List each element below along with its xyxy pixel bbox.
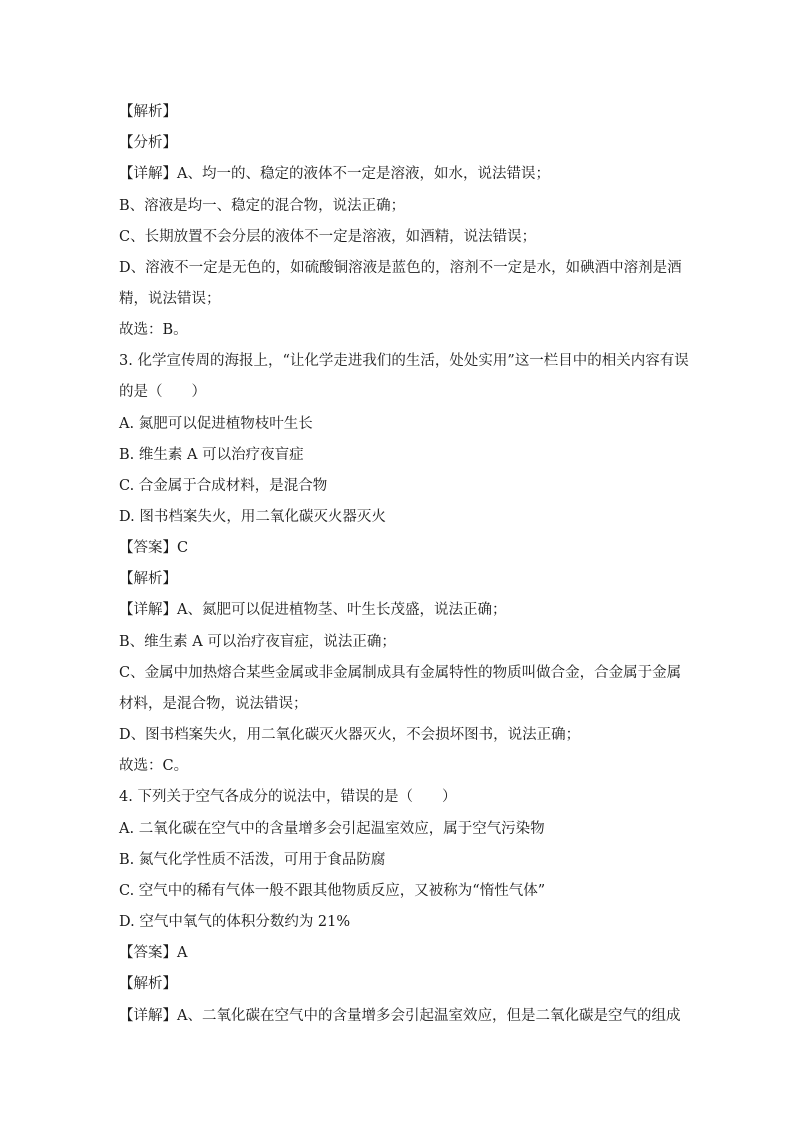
question-3-stem: 3. 化学宣传周的海报上，“让化学走进我们的生活，处处实用”这一栏目中的相关内容有误 (119, 353, 689, 369)
option-a: A. 二氧化碳在空气中的含量增多会引起温室效应，属于空气污染物 (119, 821, 545, 837)
option-d: D. 空气中氧气的体积分数约为 21% (119, 914, 351, 930)
text-line: 精，说法错误； (119, 291, 221, 307)
option-c: C. 合金属于合成材料，是混合物 (119, 478, 328, 494)
answer-label: 【答案】A (119, 945, 188, 961)
text-line: 【分析】 (119, 135, 177, 151)
text-line: D、溶液不一定是无色的，如硫酸铜溶液是蓝色的，溶剂不一定是水，如碘酒中溶剂是酒 (119, 260, 682, 276)
text-line: 【详解】A、二氧化碳在空气中的含量增多会引起温室效应，但是二氧化碳是空气的组成 (119, 1008, 681, 1024)
text-line: 材料，是混合物，说法错误； (119, 696, 308, 712)
answer-label: 【答案】C (119, 540, 189, 556)
option-a: A. 氮肥可以促进植物枝叶生长 (119, 416, 313, 432)
question-4-stem: 4. 下列关于空气各成分的说法中，错误的是（ ） (119, 789, 457, 805)
option-c: C. 空气中的稀有气体一般不跟其他物质反应，又被称为“惰性气体” (119, 883, 546, 899)
option-b: B. 维生素 A 可以治疗夜盲症 (119, 447, 304, 463)
text-line: 【解析】 (119, 976, 177, 992)
text-line: B、维生素 A 可以治疗夜盲症，说法正确； (119, 634, 396, 650)
text-line: 【详解】A、均一的、稳定的液体不一定是溶液，如水，说法错误； (119, 166, 550, 182)
option-b: B. 氮气化学性质不活泼，可用于食品防腐 (119, 852, 386, 868)
text-line: 【解析】 (119, 571, 177, 587)
text-line: B、溶液是均一、稳定的混合物，说法正确； (119, 198, 406, 214)
text-line: 【详解】A、氮肥可以促进植物茎、叶生长茂盛，说法正确； (119, 602, 507, 618)
option-d: D. 图书档案失火，用二氧化碳灭火器灭火 (119, 509, 386, 525)
text-line: 故选：C。 (119, 758, 189, 774)
question-3-stem-cont: 的是（ ） (119, 384, 206, 400)
text-line: 【解析】 (119, 104, 177, 120)
text-line: D、图书档案失火，用二氧化碳灭火器灭火，不会损坏图书，说法正确； (119, 727, 581, 743)
text-line: C、金属中加热熔合某些金属或非金属制成具有金属特性的物质叫做合金，合金属于金属 (119, 665, 682, 681)
text-line: C、长期放置不会分层的液体不一定是溶液，如酒精，说法错误； (119, 229, 537, 245)
text-line: 故选：B。 (119, 322, 188, 338)
